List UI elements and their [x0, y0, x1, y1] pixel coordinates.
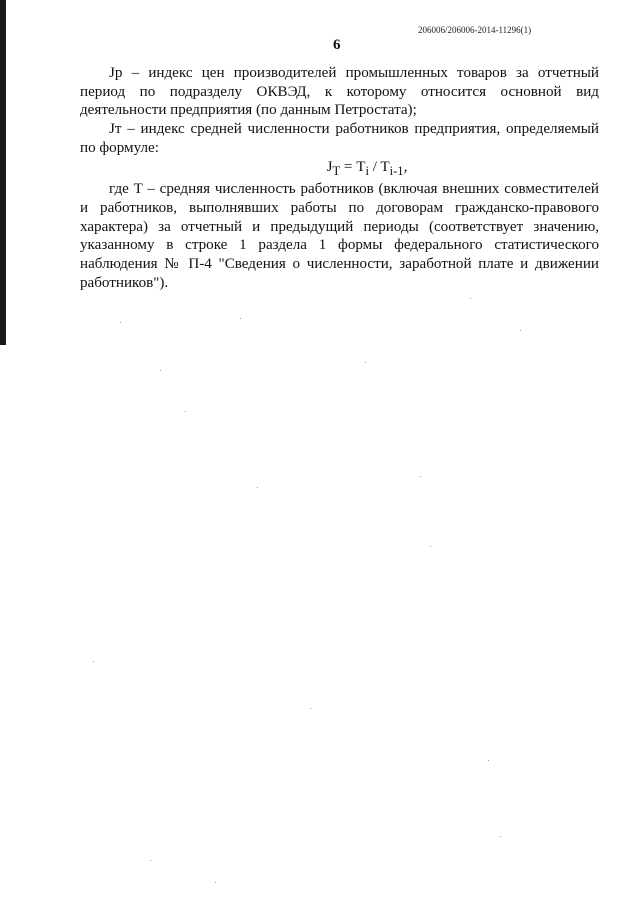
scan-speck [520, 330, 521, 331]
formula-t-subscript: i [365, 163, 369, 178]
scan-speck [257, 487, 258, 488]
scan-speck [150, 860, 151, 861]
formula-equals: = T [340, 158, 366, 175]
scan-speck [93, 661, 94, 662]
formula-lhs-subscript: Т [332, 163, 341, 178]
document-body [80, 64, 599, 292]
scan-speck [420, 476, 421, 477]
document-code: 206006/206006-2014-11296(1) [418, 25, 532, 35]
scan-speck [160, 370, 161, 371]
scan-speck [185, 411, 186, 412]
scan-speck [430, 546, 431, 547]
scan-speck [488, 760, 489, 761]
formula-divide: / T [368, 158, 390, 175]
scan-speck [365, 362, 366, 363]
scan-speck [310, 708, 311, 709]
scan-speck [500, 836, 501, 837]
scan-edge-shadow [0, 0, 6, 345]
scan-speck [470, 298, 471, 299]
formula-prev-subscript: i-1 [389, 163, 404, 178]
scan-speck [215, 882, 216, 883]
page-number: 6 [333, 37, 341, 53]
formula-end: , [403, 158, 408, 175]
paragraph-where: где T – средняя численность работников (включая внешних совместителей и работников, выполнявших работы по договорам гражданско-правового характера) за отчетный и предыдущий периоды (соответствует значению, указанному в строке 1 раздела 1 формы федерального статистического наблюдения № П-4 "Сведения о численности, заработной плате и движении работников"). [80, 181, 599, 291]
formula [80, 158, 599, 181]
scan-speck [120, 322, 121, 323]
paragraph-staff-index: Jт – индекс средней численности работников предприятия, определяемый по формуле: [80, 121, 599, 156]
formula-lhs: J [326, 158, 333, 175]
paragraph-price-index: Jр – индекс цен производителей промышленных товаров за отчетный период по подразделу ОКВЭД, к которому относится основной вид деятельности предприятия (по данным Петростата); [80, 65, 599, 119]
scan-speck [240, 318, 241, 319]
